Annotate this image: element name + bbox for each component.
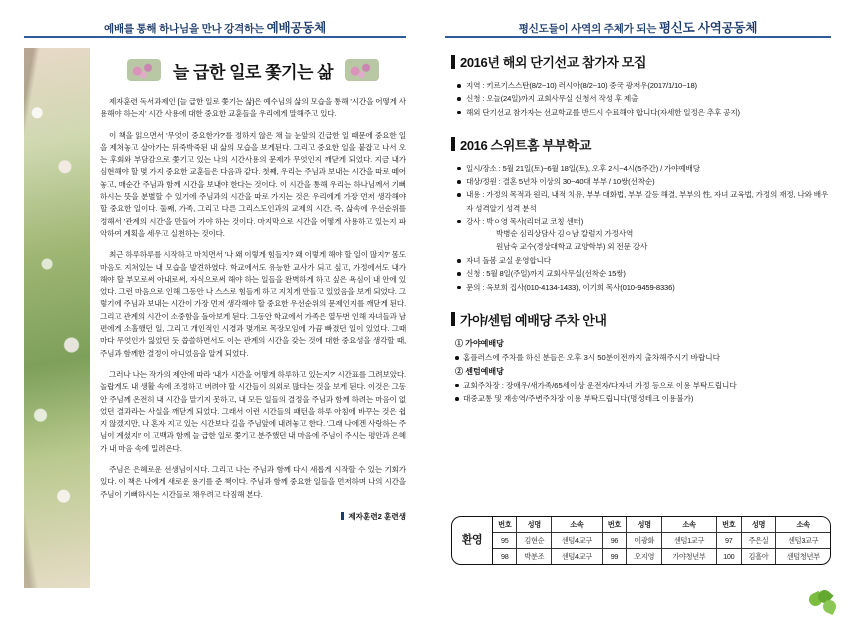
- welcome-label: [452, 517, 493, 564]
- left-page: [0, 0, 425, 624]
- list-subitem: 원남숙 교수(경상대학교 교양학부) 외 전문 강사: [496, 242, 648, 252]
- table-row: [493, 533, 830, 549]
- table-cell: 이광화: [627, 533, 662, 549]
- section-heading: [451, 310, 829, 329]
- flower-ornament-right-icon: [345, 59, 379, 81]
- list-item-text: 강사 : 박ㅇ영 목사(리더교 코칭 센터): [466, 216, 584, 226]
- list-item: 해외 단기선교 참가자는 선교학교를 반드시 수료해야 합니다(자세한 일정은 추후 공지): [457, 106, 829, 119]
- byline-text: 제자훈련2 훈련생: [348, 511, 406, 521]
- byline-bar-icon: [341, 512, 344, 520]
- table-cell: 김흘아: [741, 549, 776, 565]
- table-cell: 김현순: [517, 533, 552, 549]
- column-header: 성명: [741, 517, 776, 533]
- article-paragraph: 그러나 나는 작가의 제안에 따라 '내가 시간을 어떻게 하루하고 있는지?' 시간표를 그려보았다. 놀랍게도 내 생활 속에 조정하고 버려야 할 시간들이 의외로 많다는 것을 보게 된다. 이것은 그동안 주님께 온전히 내 시간을 맡기지 못하고, 내 모든 일들의 결정을 주님과 함께 하려는 마음이 없었던 결과라는 사실을 깨닫게 되었다. 그래서 이런 시간들의 패턴을 하루 아침에 바꾸는 것은 쉽지 않겠지만, 나 혼자 지고 있는 시간보다 길을 주님앞에 내려놓고 한다. '그래 나에겐 사랑하는 주님이 계셨지!' 이 고백과 함께 늘 급한 일로 쫓기고 분주했던 내 마음에 주님이 주시는 평안과 은혜가 내 마음 속에 밀려온다.: [100, 369, 406, 453]
- column-header: 성명: [627, 517, 662, 533]
- section-title-text: 2016 스위트홈 부부학교: [460, 137, 592, 153]
- right-header-emphasis: 평신도 사역공동체: [658, 21, 758, 35]
- decorative-photo-strip: [24, 48, 90, 588]
- table-row: [493, 549, 830, 565]
- welcome-table: [493, 517, 830, 564]
- table-cell: 가야청년부: [662, 549, 717, 565]
- welcome-table-panel: [451, 516, 831, 565]
- list-item: 대중교통 및 재송역/주변주차장 이용 부탁드립니다(명성테크 이용불가): [455, 392, 829, 405]
- right-header-prefix: 평신도들이 사역의 주체가 되는: [518, 23, 659, 35]
- list-item: 교회주차장 : 장애우/새가족/65세이상 운전자/다자녀 가정 등으로 이용 부탁드립니다: [455, 379, 829, 392]
- parking-list: [451, 337, 829, 406]
- parking-group-label: ① 가야예배당: [455, 338, 504, 348]
- table-cell: 센텀3교구: [776, 533, 830, 549]
- article-paragraph: 최근 하루하루를 시작하고 마치면서 '나 왜 이렇게 힘들지? 왜 이렇게 해야 할 일이 많지?' 몸도 마음도 지쳐있는 내 모습을 발견하였다. 학교에서도 유능한 교사가 되고 싶고, 가정에서도 내가 해야 할 부모로써 아내로써, 자식으로써 해야 하는 일들을 완벽하게 하고 싶은 욕심이 내 안에 있었다. 그런 마음으로 인해 그동안 나 스스로 힘들게 하고 지치게 만들고 있었음을 보게 되었다. 그렇기에 주님과 보내는 시간이 가장 먼저 생각해야 할 중요한 우선순위의 문제인지를 깨닫게 된다. 그리고 관계의 시간이 소중함을 돌아보게 된다. 그동안 학교에서 가족은 열두번 인해 자녀들과 남편에게 소홀했던 일, 그리고 개인적인 시경과 몇개로 목장모임에 가끔 빠졌던 일이 있었다. 그때마다 무엇인가 잃었던 듯 씁쓸하면서도 이는 관계의 시간을 갖는 것에 대한 중요성을 생각할 때, 주님과 함께한 결정이 아니었음을 알게 되었다.: [100, 250, 407, 358]
- section-marker-icon: [451, 312, 455, 326]
- list-subitem: 박병순 심리상담사 김ㅇ남 칼럼지 가정사역: [496, 229, 634, 239]
- column-header: 성명: [517, 517, 552, 533]
- announcement-section-parking: [451, 310, 829, 406]
- table-cell: 100: [716, 549, 741, 565]
- table-cell: 96: [602, 533, 627, 549]
- parking-group-label: ② 센텀예배당: [455, 366, 504, 376]
- column-header: 번호: [493, 517, 517, 533]
- article-byline: [100, 511, 406, 522]
- list-item: 신청 : 오늘(24일)까지 교회사무실 신청서 작성 후 제출: [457, 92, 829, 105]
- column-header: 소속: [662, 517, 717, 533]
- article-paragraph: 이 책을 읽으면서 '무엇이 중요한가?'를 정하지 않은 채 늘 눈앞의 긴급한 일 때문에 중요한 일을 제쳐놓고 살아가는 뒤죽박죽된 내 삶의 모습을 보게된다. 그리고 중요한 일을 붙잡고 나서 오는 후회와 부담감으로 쫓기고 있는 나의 시간사용의 문제가 무엇인지 깨닫게 되었다. 지금 내가 심현해야 할 몇 가지 중요한 교훈들은 다음과 같다. 첫째, 우리는 주님과 보내는 시간을 따로 떼어놓고, 매순간 주님과 함께 시간을 보내야 한다는 것이다. 이 시간을 통해 우리는 하나님께서 기뻐하시는 뜻을 분별할 수 있기에 주님과의 시간을 따로 가지는 것은 우리에게 가장 먼저 생각해야 할 중요한 일이다. 둘째, 가족, 그리고 다른 그리스도인과의 교제의 시간, 즉, 삶속에 우선순위를 정해서 '관계의 시간'을 만들어 가야 하는 것이다. 마지막으로 시간을 어떻게 사용하고 있는지 파악하여 계획을 세우고 실천하는 것이다.: [100, 130, 406, 238]
- list-item: [457, 215, 829, 254]
- table-header-row: [493, 517, 830, 533]
- section-marker-icon: [451, 137, 455, 151]
- column-header: 번호: [716, 517, 741, 533]
- table-cell: 센텀4교구: [552, 549, 602, 565]
- section-marker-icon: [451, 55, 455, 69]
- table-cell: 95: [493, 533, 517, 549]
- announcements: [451, 52, 829, 422]
- welcome-label-text: 환영: [461, 534, 483, 547]
- list-item: 신청 : 5월 8일(주일)까지 교회사무실(선착순 15쌍): [457, 267, 829, 280]
- table-cell: 박분조: [517, 549, 552, 565]
- table-cell: 주은실: [741, 533, 776, 549]
- right-header-divider: [445, 36, 831, 38]
- list-item: 문의 : 옥보희 집사(010-4134-1433), 이기희 목사(010-9459-8336): [457, 281, 829, 294]
- left-header-prefix: 예배를 통해 하나님을 만나 강격하는: [103, 23, 267, 35]
- table-cell: 센텀청년부: [776, 549, 830, 565]
- table-cell: 센텀1교구: [662, 533, 717, 549]
- flower-ornament-left-icon: [127, 59, 161, 81]
- clover-icon: [809, 590, 837, 614]
- list-item: 지역 : 키르기스스탄(8/2~10) 러시아(8/2~10) 중국 광저우(2017/1/10~18): [457, 79, 829, 92]
- section-bullet-list: [451, 162, 829, 294]
- left-header-divider: [24, 36, 406, 38]
- table-cell: 센텀4교구: [552, 533, 602, 549]
- section-bullet-list: [451, 79, 829, 119]
- right-page: [425, 0, 851, 624]
- announcement-section-mission-trip: [451, 52, 829, 119]
- table-cell: 오지영: [627, 549, 662, 565]
- list-item: 홈플러스에 주차를 하신 분들은 오후 3시 50분이전까지 출차해주시기 바랍니다: [455, 351, 829, 364]
- column-header: 소속: [552, 517, 602, 533]
- list-item: 내용 : 가정의 목적과 원리, 내적 치유, 부부 대화법, 부부 갈등 해결, 부부의 性, 자녀 교육법, 가정의 재정, 나와 배우자 성격알기 성격 분석: [457, 188, 829, 215]
- list-item: 대상/정원 : 결혼 5년차 이상의 30~40대 부부 / 10쌍(선착순): [457, 175, 829, 188]
- section-heading: [451, 135, 829, 154]
- article-title: 늘 급한 일로 쫓기는 삶: [172, 62, 334, 82]
- table-cell: 98: [493, 549, 517, 565]
- list-item: 일시/장소 : 5월 21일(토)~6월 18일(토), 오후 2시~4시(5주간) / 가야예배당: [457, 162, 829, 175]
- table-cell: 97: [716, 533, 741, 549]
- announcement-section-sweethome: [451, 135, 829, 294]
- left-header-emphasis: 예배공동체: [266, 21, 327, 35]
- left-page-header: [24, 18, 406, 36]
- section-title-text: 가야/센텀 예배당 주차 안내: [460, 312, 607, 328]
- right-page-header: [445, 18, 831, 36]
- article-paragraph: 제자훈련 독서과제인 [늘 급한 일로 쫓기는 삶]은 예수님의 삶의 모습을 통해 '시간을 어떻게 사용해야 하는지' 시간 사용에 대한 중요한 교훈들을 우리에게 말해주고 있다.: [100, 97, 406, 119]
- table-cell: 99: [602, 549, 627, 565]
- column-header: 소속: [776, 517, 830, 533]
- column-header: 번호: [602, 517, 627, 533]
- article-paragraph: 주님은 은혜로운 선생님이시다. 그리고 나는 주님과 함께 다시 새롭게 시작할 수 있는 기회가 있다. 이 책은 나에게 새로운 용기를 준 책이다. 주님과 함께 중요한 일들을 먼저하며 나의 시간을 주님이 기뻐하시는 시간들로 채우려고 다짐해 본다.: [100, 465, 406, 499]
- section-title-text: 2016년 해외 단기선교 참가자 모집: [460, 55, 647, 70]
- section-heading: [451, 52, 829, 71]
- article-title-row: [100, 52, 406, 88]
- article-body: [100, 96, 406, 522]
- list-item: 자녀 돌봄 교실 운영합니다: [457, 254, 829, 267]
